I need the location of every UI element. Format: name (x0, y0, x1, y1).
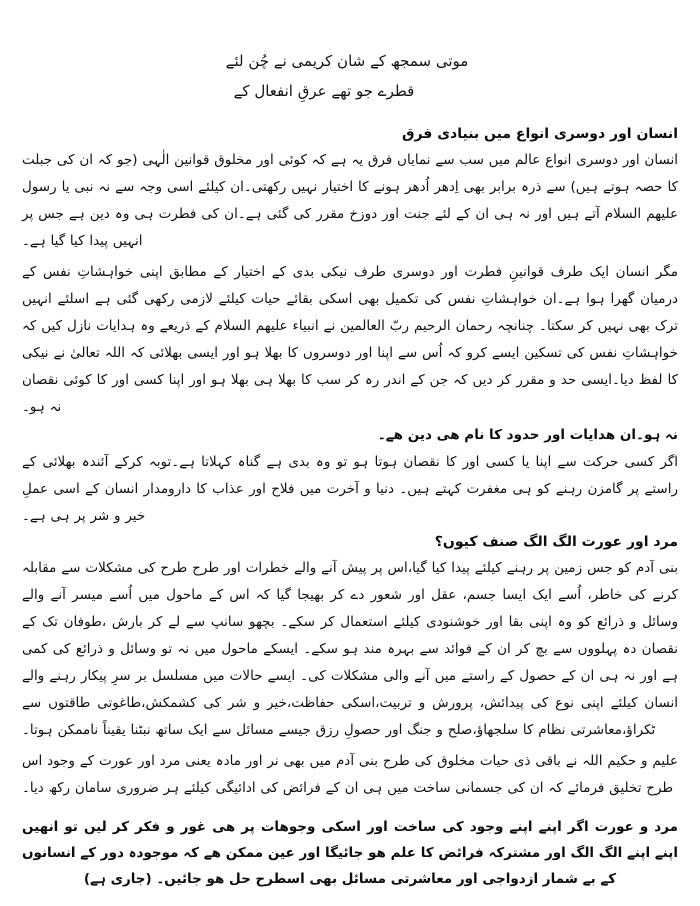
paragraph-6: علیم و حکیم اللہ نے باقی ذی حیات مخلوق کی طرح بنی آدم میں بھی نر اور مادہ یعنی مرد اور عورت کے وجود اس طرح تخلیق فرمائے کہ ان کی جسمانی ساخت میں ہی ان کے فرائض کی ادائیگی کیلئے ہر ضروری سامان رکھ دیا۔ (22, 753, 678, 796)
paragraph-5: بنی آدم کو جس زمین پر رہنے کیلئے پیدا کیا گیا،اس پر پیش آنے والے خطرات اور طرح طرح کی مشکلات سے مقابلہ کرنے کی خاطر، اُسے ایک ایسا جسم، عقل اور شعور دے کر بھیجا گیا کہ اس کے ماحول میں اُسے میسر آنے والے وسائل و ذرائع کو وہ اپنی بقا اور خوشنودی کیلئے استعمال کر سکے۔ بچھو سانپ سے لے کر بارش ،طوفان تک کے نقصان دہ پہلووں سے بچ کر ان کے فوائد سے بہرہ مند ہو سکے۔ ایسکے ماحول میں نہ تو وسائل و ذرائع کی کمی ہے اور نہ ہی ان کے حصول کے راستے میں آنے والی مشکلات کی۔ ایسے حالات میں مسلسل بر سرِ پیکار رہنے والے انسان کیلئے اپنی نوع کی پیدائش، پرورش و تربیت،اسکی حفاظت،خیر و شر کی کشمکش،طاغوتی طاقتوں سے ٹکراؤ،معاشرتی نظام کا سلجھاؤ،صلح و جنگ اور حصولِ رزق جیسے مسائل سے ایک ساتھ نبٹنا یقیناً ناممکن ہوتا۔ (22, 560, 678, 738)
paragraph-1: انسان اور دوسری انواع عالم میں سب سے نمایاں فرق یہ ہے کہ کوئی اور مخلوق قوانین الٰہی (جو کہ ان کی جبلت کا حصہ ہوتے ہیں) سے ذرہ برابر بھی اِدھر اُدھر ہونے کا اختیار نہیں رکھتی۔ان کیلئے اسی وجہ سے نہ نبی یا رسول علیھم السلام آتے ہیں اور نہ ہی ان کے لئے جنت اور دوزخ مقرر کی گئی ہے۔ان کی فطرت ہی وہ دین ہے جس پر انہیں پیدا کیا گیا ہے۔ (21, 152, 678, 249)
closing-bold-paragraph: مرد و عورت اگر اپنے اپنے وجود کی ساخت اور اسکی وجوھات پر ھی غور و فکر کر لیں تو انھیں اپنے اپنے الگ الگ اور مشترکہ فرائض کا علم ھو جائیگا اور عین ممکن ھے کہ موجودہ دور کے انسانوں کے بے شمار ازدواجی اور معاشرتی مسائل بھی اسطرح حل ھو جائیں۔ (جاری ہے) (22, 819, 678, 887)
poem-line-2: قطرے جو تھے عرقِ انفعال کے (233, 82, 415, 100)
section-heading-1: انسان اور دوسری انواع میں بنیادی فرق (401, 126, 678, 142)
section-heading-2: مرد اور عورت الگ الگ صنف کیوں؟ (434, 534, 678, 550)
paragraph-2: مگر انسان ایک طرف قوانینِ فطرت اور دوسری طرف نیکی بدی کے اختیار کے مطابق اپنی خواہشاتِ نفس کے درمیان گھرا ہوا ہے۔ان خواہشاتِ نفس کی تکمیل بھی اسکی بقائے حیات کیلئے لازمی رکھی گئی ہے اسلئے انہیں ترک بھی نہیں کر سکتا۔ چنانچہ رحمان الرحیم ربّ العالمین نے انبیاء علیھم السلام کے ذریعے وہ ہدایات نازل کیں کہ خواہشاتِ نفس کی تسکین ایسے کرو کہ اُس سے اپنا اور دوسروں کا بھلا ہو اور ایسی بھلائی کہ اللہ تعالیٰ نے نیکی کا لفظ دیا۔ایسی حد و مقرر کر دیں کہ جن کے اندر رہ کر سب کا بھلا ہی بھلا ہو اور اپنا کسی اور کا کوئی نقصان نہ ہو۔ (22, 264, 678, 415)
poetry-couplet (22, 46, 678, 106)
bold-statement-din: نہ ہو۔ان ھدایات اور حدود کا نام ھی دین ھے۔ (377, 427, 678, 443)
paragraph-4: اگر کسی حرکت سے اپنا یا کسی اور کا نقصان ہوتا ہو تو وہ بدی ہے گناہ کہلاتا ہے۔توبہ کرکے آئندہ بھلائی کے راستے پر گامزن رہنے کو ہی مغفرت کہتے ہیں۔ دنیا و آخرت میں فلاح اور عذاب کا دارومدار انسان کے اسی عملِ خیر و شر پر ہی ہے۔ (22, 454, 678, 524)
poem-line-1: موتی سمجھ کے شان کریمی نے چُن لئے (225, 52, 469, 70)
